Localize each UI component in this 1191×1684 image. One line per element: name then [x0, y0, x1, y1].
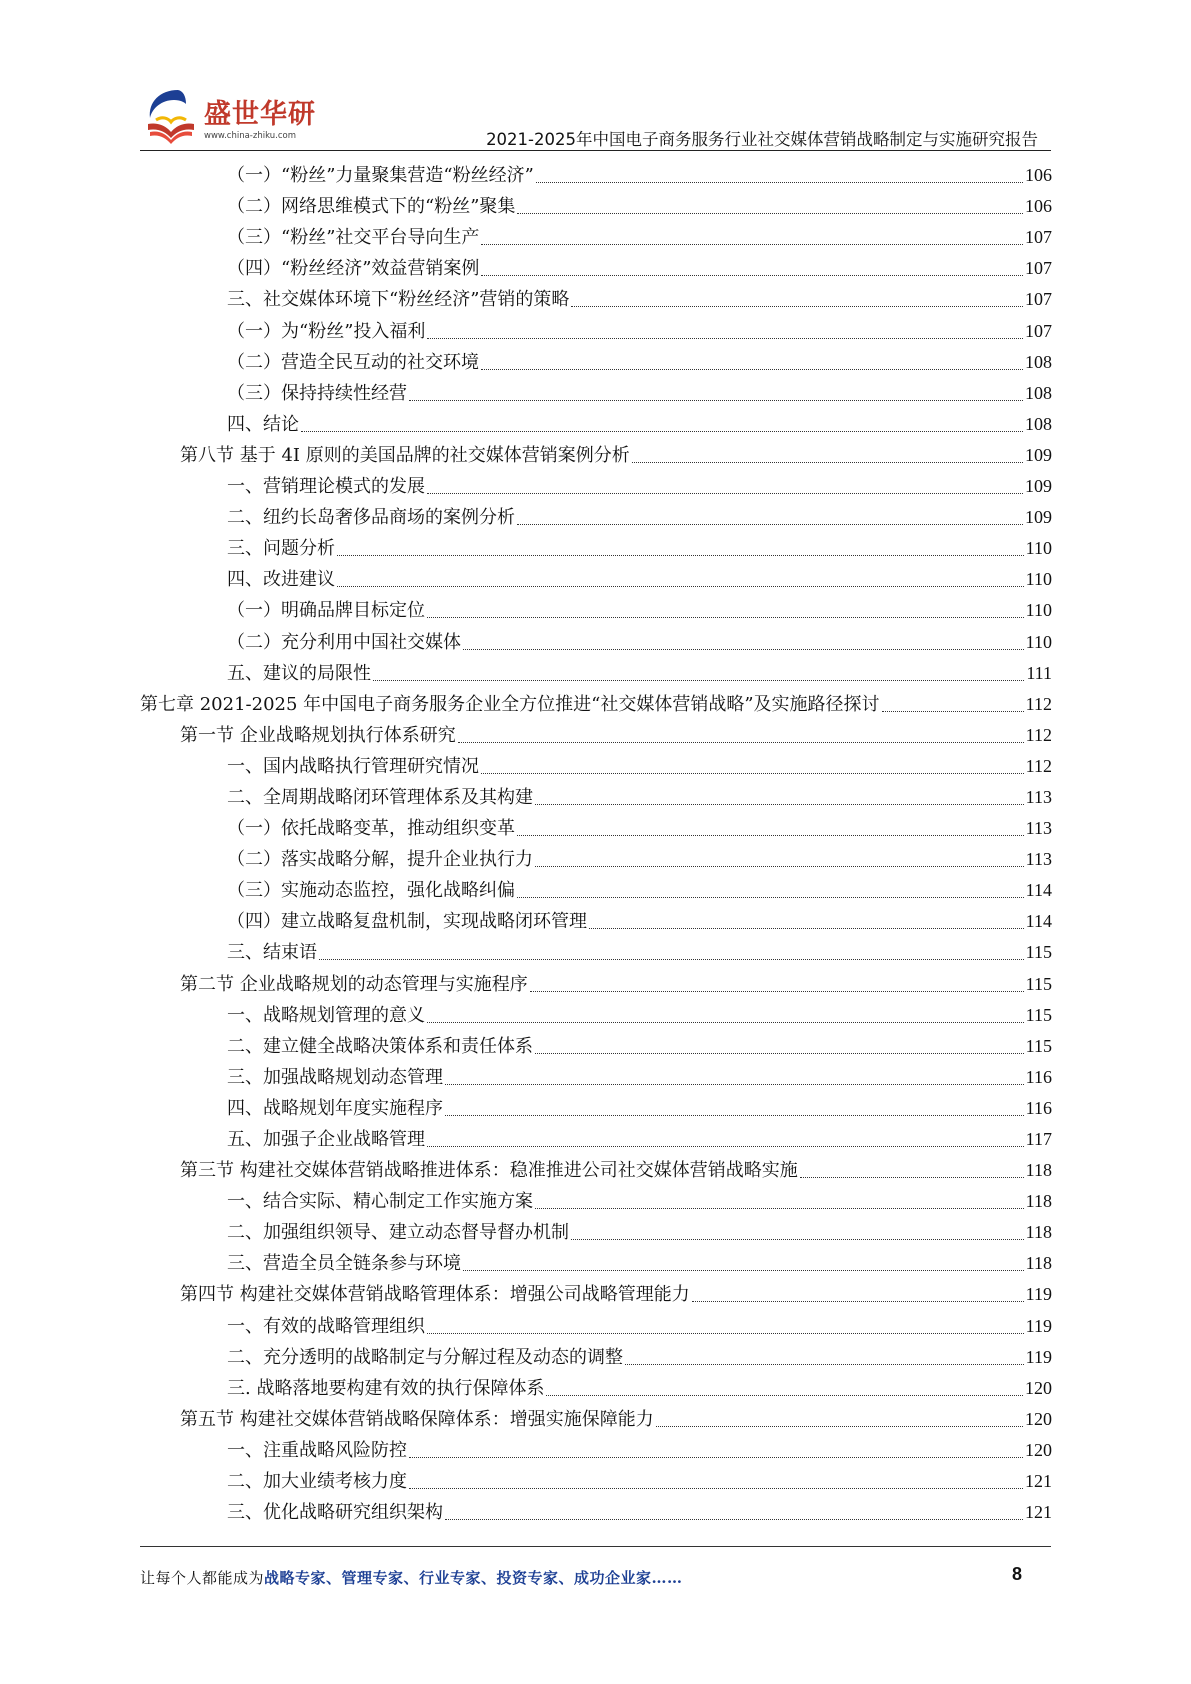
toc-leader-dots	[571, 1238, 1024, 1240]
toc-leader-dots	[535, 1052, 1024, 1054]
toc-entry[interactable]	[140, 160, 1052, 191]
toc-leader-dots	[337, 585, 1024, 587]
toc-entry[interactable]	[140, 502, 1052, 533]
toc-entry-title: （二）落实战略分解，提升企业执行力	[227, 849, 533, 871]
toc-entry-title: 三、营造全员全链条参与环境	[227, 1253, 461, 1275]
toc-entry-title: （二）充分利用中国社交媒体	[227, 631, 461, 653]
toc-entry-title: 三. 战略落地要构建有效的执行保障体系	[227, 1377, 545, 1399]
toc-leader-dots	[535, 1207, 1024, 1209]
toc-entry[interactable]	[140, 658, 1052, 689]
toc-leader-dots	[373, 679, 1024, 681]
toc-entry[interactable]	[140, 378, 1052, 409]
toc-leader-dots	[427, 337, 1023, 339]
toc-entry-title: 一、国内战略执行管理研究情况	[227, 755, 479, 777]
toc-entry[interactable]	[140, 409, 1052, 440]
toc-entry-page: 120	[1025, 1408, 1052, 1429]
toc-entry[interactable]	[140, 1031, 1052, 1062]
toc-entry-title: 第三节 构建社交媒体营销战略推进体系：稳准推进公司社交媒体营销战略实施	[180, 1160, 798, 1182]
toc-leader-dots	[692, 1300, 1024, 1302]
toc-leader-dots	[301, 430, 1023, 432]
toc-entry-page: 114	[1025, 911, 1052, 932]
toc-entry-title: 四、结论	[227, 413, 299, 435]
toc-entry-title: 二、加强组织领导、建立动态督导督办机制	[227, 1222, 569, 1244]
toc-entry-title: （三）实施动态监控，强化战略纠偏	[227, 880, 515, 902]
toc-entry-page: 107	[1025, 227, 1052, 248]
toc-entry-title: 五、建议的局限性	[227, 662, 371, 684]
toc-entry-title: （四）“粉丝经济”效益营销案例	[227, 258, 480, 280]
footer-divider	[140, 1546, 1051, 1547]
toc-entry[interactable]	[140, 1217, 1052, 1248]
toc-entry[interactable]	[140, 626, 1052, 657]
toc-entry[interactable]	[140, 937, 1052, 968]
page-header	[0, 0, 1191, 160]
toc-entry[interactable]	[140, 191, 1052, 222]
toc-entry[interactable]	[140, 782, 1052, 813]
toc-entry-page: 114	[1025, 880, 1052, 901]
toc-entry[interactable]	[140, 347, 1052, 378]
toc-entry-title: 二、建立健全战略决策体系和责任体系	[227, 1035, 533, 1057]
toc-leader-dots	[481, 368, 1023, 370]
toc-entry[interactable]	[140, 471, 1052, 502]
toc-leader-dots	[625, 1363, 1024, 1365]
toc-entry-page: 115	[1025, 1035, 1052, 1056]
toc-entry-title: 三、问题分析	[227, 538, 335, 560]
toc-entry-page: 119	[1025, 1315, 1052, 1336]
page-number: 8	[1012, 1564, 1023, 1584]
toc-entry-title: 三、社交媒体环境下“粉丝经济”营销的策略	[227, 289, 570, 311]
toc-entry[interactable]	[140, 284, 1052, 315]
toc-entry-title: （二）营造全民互动的社交环境	[227, 351, 479, 373]
toc-entry-title: （一）“粉丝”力量聚集营造“粉丝经济”	[227, 165, 534, 187]
toc-entry-page: 109	[1025, 476, 1052, 497]
toc-entry-title: 第七章 2021-2025 年中国电子商务服务企业全方位推进“社交媒体营销战略”及实施路径探讨	[140, 693, 880, 715]
toc-entry[interactable]	[140, 689, 1052, 720]
toc-leader-dots	[530, 990, 1024, 992]
toc-entry-title: 二、全周期战略闭环管理体系及其构建	[227, 786, 533, 808]
toc-leader-dots	[409, 1456, 1023, 1458]
toc-leader-dots	[409, 399, 1023, 401]
toc-leader-dots	[445, 1518, 1023, 1520]
toc-entry[interactable]	[140, 875, 1052, 906]
toc-leader-dots	[517, 212, 1023, 214]
toc-leader-dots	[337, 554, 1024, 556]
toc-entry-page: 115	[1025, 942, 1052, 963]
logo-text: 盛世华研	[204, 99, 316, 130]
toc-entry[interactable]	[140, 813, 1052, 844]
toc-leader-dots	[427, 1145, 1024, 1147]
toc-entry-page: 106	[1025, 165, 1052, 186]
toc-entry[interactable]	[140, 1000, 1052, 1031]
toc-entry[interactable]	[140, 1124, 1052, 1155]
toc-entry-page: 117	[1025, 1129, 1052, 1149]
toc-leader-dots	[481, 274, 1023, 276]
toc-leader-dots	[632, 461, 1023, 463]
toc-entry-page: 110	[1025, 600, 1052, 621]
toc-entry-title: 第四节 构建社交媒体营销战略管理体系：增强公司战略管理能力	[180, 1284, 690, 1306]
toc-entry[interactable]	[140, 1373, 1052, 1404]
toc-leader-dots	[535, 803, 1024, 805]
toc-entry-title: （一）依托战略变革，推动组织变革	[227, 818, 515, 840]
toc-entry[interactable]	[140, 595, 1052, 626]
toc-entry-title: 五、加强子企业战略管理	[227, 1129, 425, 1150]
toc-entry-page: 118	[1025, 1160, 1052, 1181]
toc-entry[interactable]	[140, 1155, 1052, 1186]
report-title: 2021-2025年中国电子商务服务行业社交媒体营销战略制定与实施研究报告	[486, 130, 1038, 149]
toc-entry[interactable]	[140, 1342, 1052, 1373]
toc-entry-page: 112	[1025, 693, 1052, 714]
toc-leader-dots	[463, 1269, 1024, 1271]
toc-entry-page: 115	[1025, 1004, 1052, 1025]
toc-entry-title: 二、纽约长岛奢侈品商场的案例分析	[227, 507, 515, 529]
toc-entry[interactable]	[140, 1186, 1052, 1217]
toc-leader-dots	[427, 1021, 1024, 1023]
toc-leader-dots	[546, 1394, 1023, 1396]
toc-entry-page: 108	[1025, 413, 1052, 434]
toc-entry[interactable]	[140, 1062, 1052, 1093]
toc-leader-dots	[517, 523, 1023, 525]
company-logo	[140, 86, 320, 148]
toc-entry[interactable]	[140, 1248, 1052, 1279]
logo-url: www.china-zhiku.com	[204, 131, 296, 141]
toc-entry-title: 第一节 企业战略规划执行体系研究	[180, 724, 456, 746]
toc-leader-dots	[458, 741, 1024, 743]
toc-entry-page: 116	[1025, 1097, 1052, 1118]
toc-entry-page: 120	[1025, 1439, 1052, 1460]
toc-entry[interactable]	[140, 1093, 1052, 1124]
toc-entry-page: 110	[1025, 538, 1052, 559]
toc-leader-dots	[535, 865, 1024, 867]
toc-entry-title: （三）保持持续性经营	[227, 382, 407, 404]
toc-leader-dots	[445, 1114, 1024, 1116]
toc-leader-dots	[800, 1176, 1024, 1178]
toc-leader-dots	[656, 1425, 1023, 1427]
toc-leader-dots	[445, 1083, 1024, 1085]
toc-entry-page: 110	[1025, 569, 1052, 590]
toc-entry-title: （一）为“粉丝”投入福利	[227, 320, 426, 342]
toc-entry-page: 107	[1025, 258, 1052, 279]
toc-entry-title: 第八节 基于 4I 原则的美国品牌的社交媒体营销案例分析	[180, 444, 630, 466]
toc-entry[interactable]	[140, 1310, 1052, 1341]
toc-leader-dots	[319, 958, 1024, 960]
toc-entry-title: （三）“粉丝”社交平台导向生产	[227, 227, 480, 249]
toc-entry[interactable]	[140, 906, 1052, 937]
toc-leader-dots	[481, 243, 1023, 245]
toc-entry-page: 111	[1026, 662, 1052, 683]
logo-book-icon	[140, 86, 202, 148]
toc-entry-title: 一、战略规划管理的意义	[227, 1004, 425, 1026]
slogan-lead: 让每个人都能成为	[140, 1569, 265, 1587]
toc-leader-dots	[882, 710, 1024, 712]
toc-leader-dots	[589, 927, 1024, 929]
toc-entry-page: 113	[1025, 818, 1052, 839]
toc-entry-page: 112	[1025, 724, 1052, 745]
slogan-highlight: 战略专家、管理专家、行业专家、投资专家、成功企业家……	[264, 1569, 683, 1587]
toc-entry-page: 107	[1025, 289, 1052, 310]
toc-entry-title: 二、充分透明的战略制定与分解过程及动态的调整	[227, 1346, 623, 1368]
toc-entry-title: 二、加大业绩考核力度	[227, 1471, 407, 1493]
toc-entry-page: 112	[1025, 755, 1052, 776]
header-divider	[140, 150, 1051, 151]
toc-entry[interactable]	[140, 315, 1052, 346]
toc-entry-page: 115	[1025, 973, 1052, 994]
toc-leader-dots	[481, 772, 1024, 774]
toc-entry-title: （二）网络思维模式下的“粉丝”聚集	[227, 196, 516, 218]
toc-entry-page: 118	[1025, 1191, 1052, 1212]
toc-entry-title: 四、改进建议	[227, 569, 335, 591]
toc-entry-title: 三、结束语	[227, 942, 317, 964]
toc-entry-title: 一、注重战略风险防控	[227, 1439, 407, 1461]
toc-entry-title: （一）明确品牌目标定位	[227, 600, 425, 622]
toc-entry[interactable]	[140, 253, 1052, 284]
toc-entry-page: 108	[1025, 382, 1052, 403]
toc-leader-dots	[517, 896, 1024, 898]
toc-leader-dots	[409, 1487, 1023, 1489]
toc-entry[interactable]	[140, 1435, 1052, 1466]
toc-leader-dots	[463, 648, 1024, 650]
toc-entry-title: 三、加强战略规划动态管理	[227, 1066, 443, 1088]
toc-entry-page: 116	[1025, 1066, 1052, 1087]
toc-entry-title: 第五节 构建社交媒体营销战略保障体系：增强实施保障能力	[180, 1408, 654, 1430]
toc-entry-page: 120	[1025, 1377, 1052, 1398]
toc-entry-page: 118	[1025, 1253, 1052, 1274]
toc-entry[interactable]	[140, 564, 1052, 595]
toc-entry[interactable]	[140, 533, 1052, 564]
toc-entry[interactable]	[140, 1497, 1052, 1528]
toc-entry-title: （四）建立战略复盘机制，实现战略闭环管理	[227, 911, 587, 933]
toc-entry-title: 三、优化战略研究组织架构	[227, 1502, 443, 1524]
table-of-contents	[140, 160, 1052, 1528]
toc-entry-title: 第二节 企业战略规划的动态管理与实施程序	[180, 973, 528, 995]
toc-entry[interactable]	[140, 1466, 1052, 1497]
toc-entry-title: 一、结合实际、精心制定工作实施方案	[227, 1191, 533, 1213]
toc-entry-page: 113	[1025, 849, 1052, 870]
toc-entry-page: 113	[1025, 786, 1052, 807]
footer-slogan	[140, 1567, 683, 1588]
toc-entry-page: 106	[1025, 196, 1052, 217]
toc-entry[interactable]	[140, 844, 1052, 875]
toc-entry-page: 121	[1025, 1502, 1052, 1523]
toc-entry-page: 119	[1025, 1284, 1052, 1305]
toc-leader-dots	[427, 1332, 1024, 1334]
toc-entry[interactable]	[140, 751, 1052, 782]
toc-entry-page: 109	[1025, 507, 1052, 528]
toc-leader-dots	[427, 616, 1024, 618]
toc-leader-dots	[427, 492, 1023, 494]
toc-entry-page: 118	[1025, 1222, 1052, 1243]
toc-entry-page: 108	[1025, 351, 1052, 372]
toc-entry[interactable]	[140, 440, 1052, 471]
toc-entry-page: 107	[1025, 320, 1052, 341]
toc-entry-page: 119	[1025, 1346, 1052, 1367]
toc-entry-title: 一、营销理论模式的发展	[227, 476, 425, 498]
toc-leader-dots	[536, 181, 1023, 183]
toc-entry-page: 110	[1025, 631, 1052, 652]
toc-entry-title: 一、有效的战略管理组织	[227, 1315, 425, 1337]
toc-entry[interactable]	[140, 222, 1052, 253]
toc-entry-page: 121	[1025, 1471, 1052, 1492]
toc-entry[interactable]	[140, 1404, 1052, 1435]
toc-entry[interactable]	[140, 1279, 1052, 1310]
toc-entry-title: 四、战略规划年度实施程序	[227, 1097, 443, 1119]
toc-leader-dots	[571, 305, 1023, 307]
toc-entry-page: 109	[1025, 444, 1052, 465]
toc-entry[interactable]	[140, 720, 1052, 751]
toc-leader-dots	[517, 834, 1024, 836]
toc-entry[interactable]	[140, 968, 1052, 999]
